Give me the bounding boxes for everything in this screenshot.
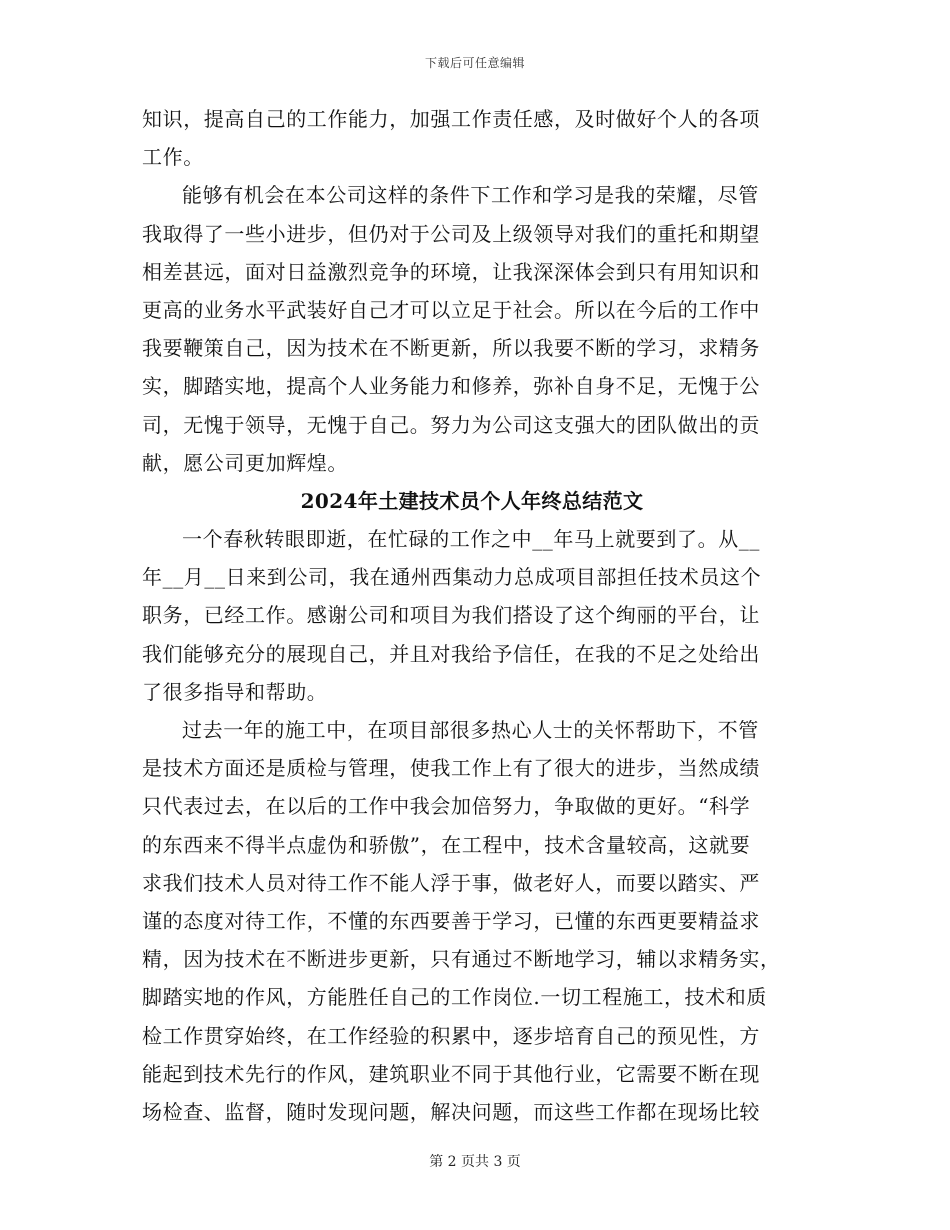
body-line: 实，脚踏实地，提高个人业务能力和修养，弥补自身不足，无愧于公	[142, 374, 760, 399]
body-line: 的东西来不得半点虚伪和骄傲”，在工程中，技术含量较高，这就要	[142, 832, 751, 857]
body-line: 献，愿公司更加辉煌。	[142, 450, 348, 475]
body-line: 年__月__日来到公司，我在通州西集动力总成项目部担任技术员这个	[142, 565, 762, 590]
body-line: 是技术方面还是质检与管理，使我工作上有了很大的进步，当然成绩	[142, 756, 760, 781]
body-line: 精，因为技术在不断进步更新，只有通过不断地学习，辅以求精务实，	[142, 947, 781, 972]
body-line: 了很多指导和帮助。	[142, 679, 328, 704]
body-line: 谨的态度对待工作，不懂的东西要善于学习，已懂的东西更要精益求	[142, 908, 760, 933]
body-line: 更高的业务水平武装好自己才可以立足于社会。所以在今后的工作中	[142, 297, 760, 322]
body-line: 能起到技术先行的作风，建筑职业不同于其他行业，它需要不断在现	[142, 1061, 760, 1086]
body-line: 相差甚远，面对日益激烈竞争的环境，让我深深体会到只有用知识和	[142, 259, 760, 284]
page-header-note: 下载后可任意编辑	[424, 56, 525, 70]
paragraph-start-line: 一个春秋转眼即逝，在忙碌的工作之中__年马上就要到了。从__	[182, 527, 760, 552]
body-line: 我要鞭策自己，因为技术在不断更新，所以我要不断的学习，求精务	[142, 336, 760, 361]
section-title: 2024年土建技术员个人年终总结范文	[300, 488, 644, 513]
body-line: 检工作贯穿始终，在工作经验的积累中，逐步培育自己的预见性，方	[142, 1023, 760, 1048]
body-line: 司，无愧于领导，无愧于自己。努力为公司这支强大的团队做出的贡	[142, 412, 760, 437]
body-line: 职务，已经工作。感谢公司和项目为我们搭设了这个绚丽的平台，让	[142, 603, 760, 628]
document-body	[142, 100, 802, 1131]
body-line: 知识，提高自己的工作能力，加强工作责任感，及时做好个人的各项	[142, 107, 760, 131]
paragraph-start-line: 过去一年的施工中，在项目部很多热心人士的关怀帮助下，不管	[182, 718, 759, 742]
paragraph-start-line: 能够有机会在本公司这样的条件下工作和学习是我的荣耀，尽管	[182, 183, 759, 208]
body-line: 我们能够充分的展现自己，并且对我给予信任，在我的不足之处给出	[142, 641, 760, 666]
body-line: 脚踏实地的作风，方能胜任自己的工作岗位.一切工程施工，技术和质	[142, 985, 767, 1010]
body-line: 我取得了一些小进步，但仍对于公司及上级领导对我们的重托和期望	[142, 221, 760, 246]
page-number-footer: 第 2 页共 3 页	[429, 1154, 521, 1170]
body-line: 求我们技术人员对待工作不能人浮于事，做老好人，而要以踏实、严	[142, 870, 760, 895]
body-line: 工作。	[142, 145, 204, 170]
body-line: 场检查、监督，随时发现问题，解决问题，而这些工作都在现场比较	[142, 1099, 760, 1124]
body-line: 只代表过去，在以后的工作中我会加倍努力，争取做的更好。“科学	[142, 794, 751, 819]
